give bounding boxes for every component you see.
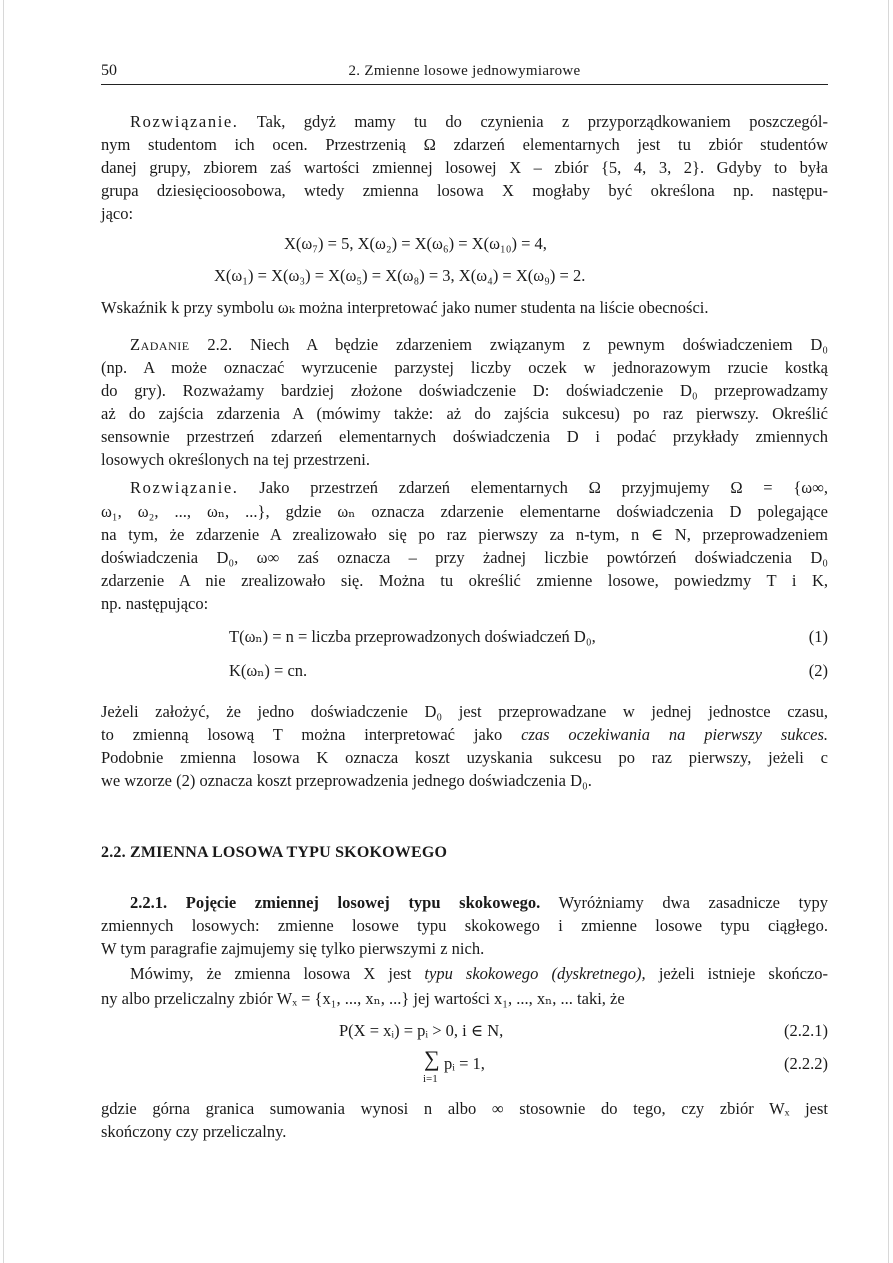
summation-sigma: ∑ [424,1046,440,1071]
task-line1-text: Niech A będzie zdarzeniem związanym z pewnym doświadczeniem D₀ [249,335,829,354]
solution1-line1 [130,110,828,133]
solution2-line4: doświadczenia D₀, ω∞ zaś oznacza – przy żadnej liczbie powtórzeń doświadczenia D₀ [101,548,828,567]
solution1-line5: jąco: [101,204,134,223]
equation-number-2-2-1: (2.2.1) [784,1021,828,1040]
task-label: Zadanie [130,335,190,354]
section-heading: 2.2. ZMIENNA LOSOWA TYPU SKOKOWEGO [101,844,448,861]
subsection-line4-text: Mówimy, że zmienna losowa X jest [130,964,412,983]
solution2-line6: np. następująco: [101,594,209,613]
solution2-line9: Podobnie zmienna losowa K oznacza koszt uzyskania sukcesu po raz pierwszy, jeżeli c [101,748,828,767]
solution1-lead: Rozwiązanie. [130,112,239,131]
solution1-equation2: X(ω₁) = X(ω₃) = X(ω₅) = X(ω₈) = 3, X(ω₄) = X(ω₉) = 2. [214,266,586,285]
task-line1 [130,333,828,356]
solution1-equation1: X(ω₇) = 5, X(ω₂) = X(ω₆) = X(ω₁₀) = 4, [284,234,547,253]
task-line4: aż do zajścia zdarzenia A (mówimy także: aż do zajścia sukcesu) po raz pierwszy. Określić [101,404,828,423]
subsection-line4-rest: jeżeli istnieje skończo- [658,964,828,983]
summation-body: pᵢ = 1, [444,1054,485,1073]
equation-number-2: (2) [808,661,828,680]
task-line2: (np. A może oznaczać wyrzucenie parzystej liczby oczek w jednorazowym rzucie kostką [101,358,828,377]
subsection-line6: gdzie górna granica sumowania wynosi n albo ∞ stosownie do tego, czy zbiór Wₓ jest [101,1099,828,1118]
solution2-equation2: K(ωₙ) = cn. [229,661,308,680]
page-number: 50 [101,62,117,79]
solution2-line1-text: Jako przestrzeń zdarzeń elementarnych Ω przyjmujemy Ω = {ω∞, [259,478,828,497]
task-line5: sensownie przestrzeń zdarzeń elementarnych doświadczenia D i podać przykłady zmiennych [101,427,828,446]
subsection-equation1: P(X = xᵢ) = pᵢ > 0, i ∈ N, [339,1021,504,1040]
solution2-line8-text: to zmienną losową T można interpretować jako [101,725,503,744]
solution2-line7: Jeżeli założyć, że jedno doświadczenie D₀ jest przeprowadzane w jednej jednostce czasu, [101,702,828,721]
solution1-line1-text: Tak, gdyż mamy tu do czynienia z przyporządkowaniem poszczegól- [256,112,829,131]
solution2-line8 [101,723,828,746]
task-number: 2.2. [207,335,233,354]
solution2-line8-emphasis: czas oczekiwania na pierwszy sukces. [521,725,829,744]
equation-number-1: (1) [808,627,828,646]
task-line3: do gry). Rozważamy bardziej złożone doświadczenie D: doświadczenie D₀ przeprowadzamy [101,381,828,400]
solution2-line5: zdarzenie A nie zrealizowało się. Można tu określić zmienne losowe, powiedzmy T i K, [101,571,828,590]
subsection-line2: zmiennych losowych: zmienne losowe typu skokowego i zmienne losowe typu ciągłego. [101,916,828,935]
solution2-line2: ω₁, ω₂, ..., ωₙ, ...}, gdzie ωₙ oznacza zdarzenie elementarne doświadczenia D polegające [101,502,828,521]
solution1-line2: nym studentom ich ocen. Przestrzenią Ω zdarzeń elementarnych jest tu zbiór studentów [101,135,828,154]
task-line6: losowych określonych na tej przestrzeni. [101,450,370,469]
subsection-definition-term: typu skokowego (dyskretnego), [424,964,646,983]
summation-lower-limit: i=1 [423,1073,438,1085]
subsection-line1-text: Wyróżniamy dwa zasadnicze typy [558,893,828,912]
subsection-line4 [130,962,828,985]
solution1-line3: danej grupy, zbiorem zaś wartości zmiennej losowej X – zbiór {5, 4, 3, 2}. Gdyby to była [101,158,828,177]
solution1-line4: grupa dziesięcioosobowa, wtedy zmienna losowa X mogłaby być określona np. następu- [101,181,828,200]
equation-number-2-2-2: (2.2.2) [784,1054,828,1073]
solution2-line10: we wzorze (2) oznacza koszt przeprowadzenia jednego doświadczenia D₀. [101,771,592,790]
subsection-line3: W tym paragrafie zajmujemy się tylko pierwszymi z nich. [101,939,485,958]
running-title: 2. Zmienne losowe jednowymiarowe [348,63,581,79]
subsection-line7: skończony czy przeliczalny. [101,1122,287,1141]
scan-edge-right [888,0,889,1263]
solution2-equation1: T(ωₙ) = n = liczba przeprowadzonych doświadczeń D₀, [229,627,596,646]
solution2-line1 [130,476,828,499]
running-header [101,62,828,85]
subsection-heading: 2.2.1. Pojęcie zmiennej losowej typu skokowego. [130,893,541,912]
solution2-line3: na tym, że zdarzenie A zrealizowało się po raz pierwszy za n-tym, n ∈ N, przeprowadzeniem [101,525,828,544]
subsection-line5: ny albo przeliczalny zbiór Wₓ = {x₁, ..., xₙ, ...} jej wartości x₁, ..., xₙ, ... taki, że [101,989,625,1008]
subsection-line1 [130,891,828,914]
solution1-line6: Wskaźnik k przy symbolu ωₖ można interpretować jako numer studenta na liście obecności. [101,298,709,317]
solution2-lead: Rozwiązanie. [130,478,239,497]
scan-edge-left [3,0,4,1263]
